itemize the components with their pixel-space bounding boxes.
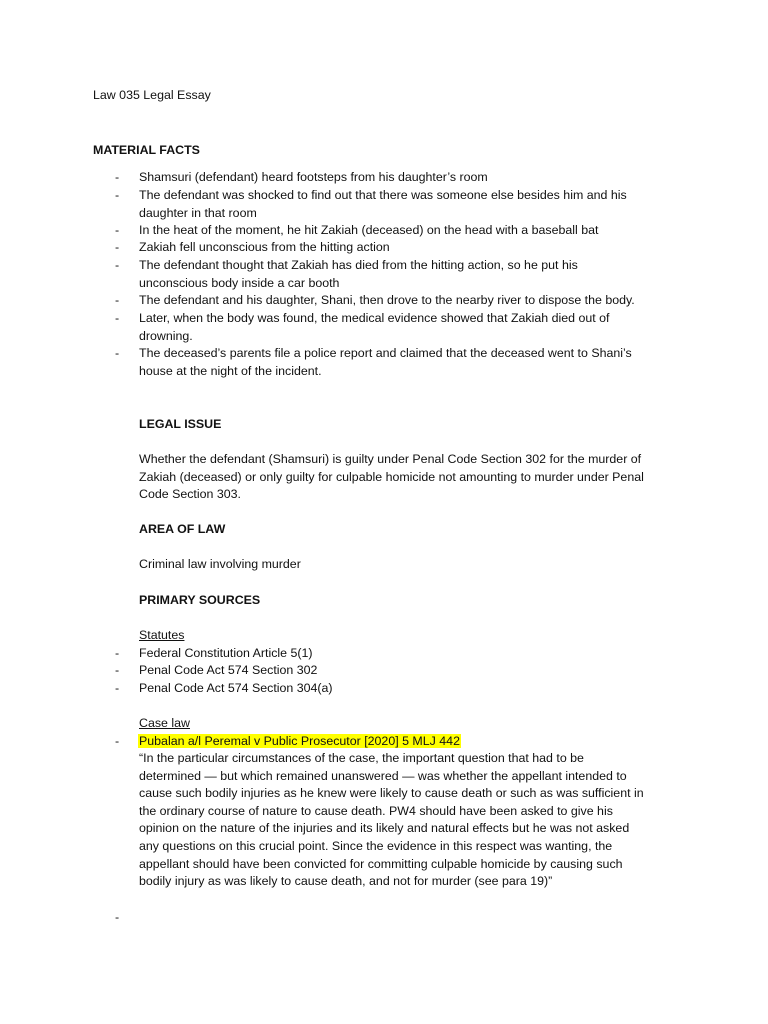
- bullet-dash: -: [115, 170, 120, 184]
- case-quote-line: bodily injury as was likely to cause death, and not for murder (see para 19)”: [139, 874, 553, 889]
- material-fact-line: In the heat of the moment, he hit Zakiah (deceased) on the head with a baseball bat: [139, 223, 599, 237]
- material-fact-line: unconscious body inside a car booth: [139, 275, 340, 290]
- bullet-dash: -: [115, 346, 120, 360]
- case-quote-line: any questions on this crucial point. Since the evidence in this respect was wanting, the: [139, 838, 613, 853]
- bullet-dash: -: [115, 293, 120, 307]
- statute-item: Penal Code Act 574 Section 302: [139, 663, 318, 677]
- case-citation: [138, 733, 461, 751]
- bullet-dash: -: [115, 258, 120, 272]
- case-quote-line: determined — but which remained unanswered — was whether the appellant intended to: [139, 768, 627, 783]
- case-quote: [139, 750, 644, 891]
- case-quote-line: the ordinary course of nature to cause death. PW4 should have been asked to give his: [139, 803, 613, 818]
- bullet-dash: -: [115, 240, 120, 254]
- legal-issue-heading: LEGAL ISSUE: [139, 417, 222, 431]
- material-fact-line: The defendant and his daughter, Shani, then drove to the nearby river to dispose the body.: [139, 293, 635, 307]
- case-quote-line: cause such bodily injuries as he knew were likely to cause death or such as was sufficient in: [139, 786, 644, 801]
- legal-issue-line: Zakiah (deceased) or only guilty for culpable homicide not amounting to murder under Penal: [139, 469, 644, 484]
- bullet-dash: -: [115, 188, 120, 202]
- bullet-dash: -: [115, 734, 120, 748]
- bullet-dash: -: [115, 910, 120, 924]
- material-fact-line: house at the night of the incident.: [139, 363, 322, 378]
- material-fact-line: The defendant thought that Zakiah has died from the hitting action, so he put his: [139, 258, 578, 272]
- bullet-dash: -: [115, 681, 120, 695]
- case-quote-line: “In the particular circumstances of the case, the important question that had to be: [139, 751, 584, 765]
- material-fact-line: daughter in that room: [139, 205, 257, 220]
- case-quote-line: opinion on the nature of the injuries and its likely and natural effects but he was not asked: [139, 821, 630, 836]
- statute-item: Federal Constitution Article 5(1): [139, 646, 313, 660]
- material-fact-line: The defendant was shocked to find out that there was someone else besides him and his: [139, 188, 627, 202]
- material-fact-line: Zakiah fell unconscious from the hitting action: [139, 240, 390, 254]
- case-citation-highlight: Pubalan a/l Peremal v Public Prosecutor [2020] 5 MLJ 442: [139, 734, 460, 748]
- bullet-dash: -: [115, 646, 120, 660]
- material-fact-line: The deceased’s parents file a police report and claimed that the deceased went to Shani’s: [139, 346, 632, 360]
- area-of-law-heading: AREA OF LAW: [139, 522, 226, 536]
- material-fact-line: Later, when the body was found, the medical evidence showed that Zakiah died out of: [139, 311, 610, 325]
- bullet-dash: -: [115, 311, 120, 325]
- legal-issue-line: Code Section 303.: [139, 487, 241, 502]
- bullet-dash: -: [115, 663, 120, 677]
- material-fact-line: Shamsuri (defendant) heard footsteps from his daughter’s room: [139, 170, 488, 184]
- material-fact-line: drowning.: [139, 328, 193, 343]
- document-title: Law 035 Legal Essay: [93, 88, 211, 102]
- legal-issue-text: [139, 451, 644, 504]
- area-of-law-text: Criminal law involving murder: [139, 557, 301, 571]
- statutes-label: Statutes: [139, 628, 185, 642]
- material-facts-heading: MATERIAL FACTS: [93, 143, 200, 157]
- bullet-dash: -: [115, 223, 120, 237]
- legal-issue-line: Whether the defendant (Shamsuri) is guilty under Penal Code Section 302 for the murder of: [139, 452, 642, 466]
- primary-sources-heading: PRIMARY SOURCES: [139, 593, 261, 607]
- case-law-label: Case law: [139, 716, 190, 730]
- case-quote-line: appellant should have been convicted for committing culpable homicide by causing such: [139, 856, 623, 871]
- statute-item: Penal Code Act 574 Section 304(a): [139, 681, 333, 695]
